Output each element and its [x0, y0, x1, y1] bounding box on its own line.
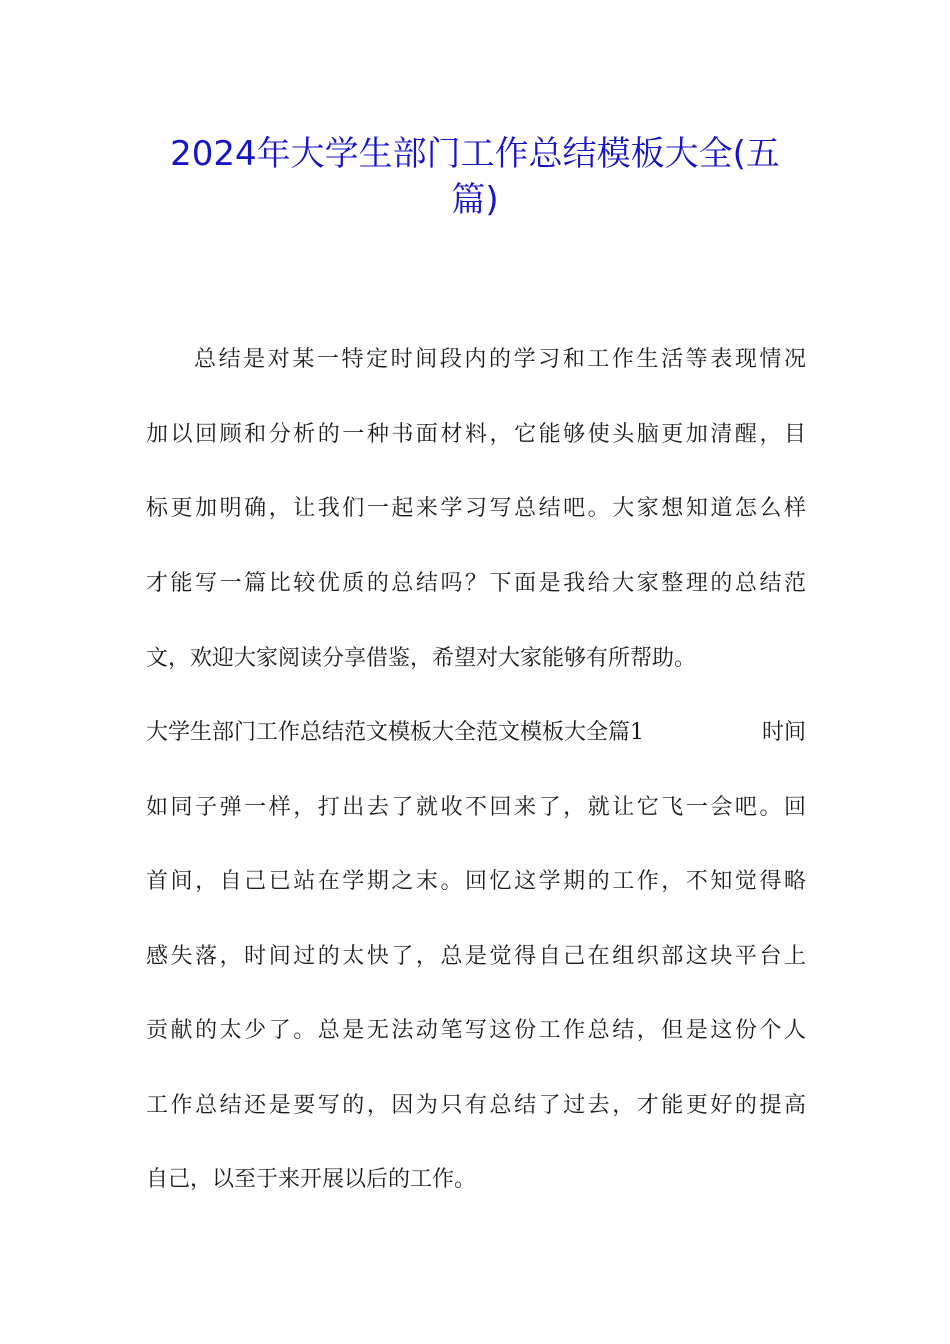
intro-line: 总结是对某一特定时间段内的学习和工作生活等表现情况 [194, 347, 806, 372]
body-line: 如同子弹一样，打出去了就收不回来了，就让它飞一会吧。回 [146, 795, 806, 820]
document-title-line-1: 2024年大学生部门工作总结模板大全(五 [170, 134, 780, 174]
body-line: 工作总结还是要写的，因为只有总结了过去，才能更好的提高 [146, 1093, 806, 1118]
intro-line: 文，欢迎大家阅读分享借鉴，希望对大家能够有所帮助。 [146, 646, 697, 671]
body-line: 感失落，时间过的太快了，总是觉得自己在组织部这块平台上 [146, 944, 806, 969]
intro-line: 才能写一篇比较优质的总结吗？下面是我给大家整理的总结范 [146, 571, 806, 596]
body-line: 自己，以至于来开展以后的工作。 [146, 1167, 477, 1192]
intro-line: 加以回顾和分析的一种书面材料，它能够使头脑更加清醒，目 [146, 422, 806, 447]
intro-line: 标更加明确，让我们一起来学习写总结吧。大家想知道怎么样 [146, 496, 806, 521]
section-heading-tail: 时间 [761, 720, 806, 745]
body-line: 首间，自己已站在学期之末。回忆这学期的工作，不知觉得略 [146, 869, 806, 894]
section-heading: 大学生部门工作总结范文模板大全范文模板大全篇1 [146, 720, 644, 745]
body-line: 贡献的太少了。总是无法动笔写这份工作总结，但是这份个人 [146, 1018, 806, 1043]
document-title-line-2: 篇) [451, 180, 499, 220]
